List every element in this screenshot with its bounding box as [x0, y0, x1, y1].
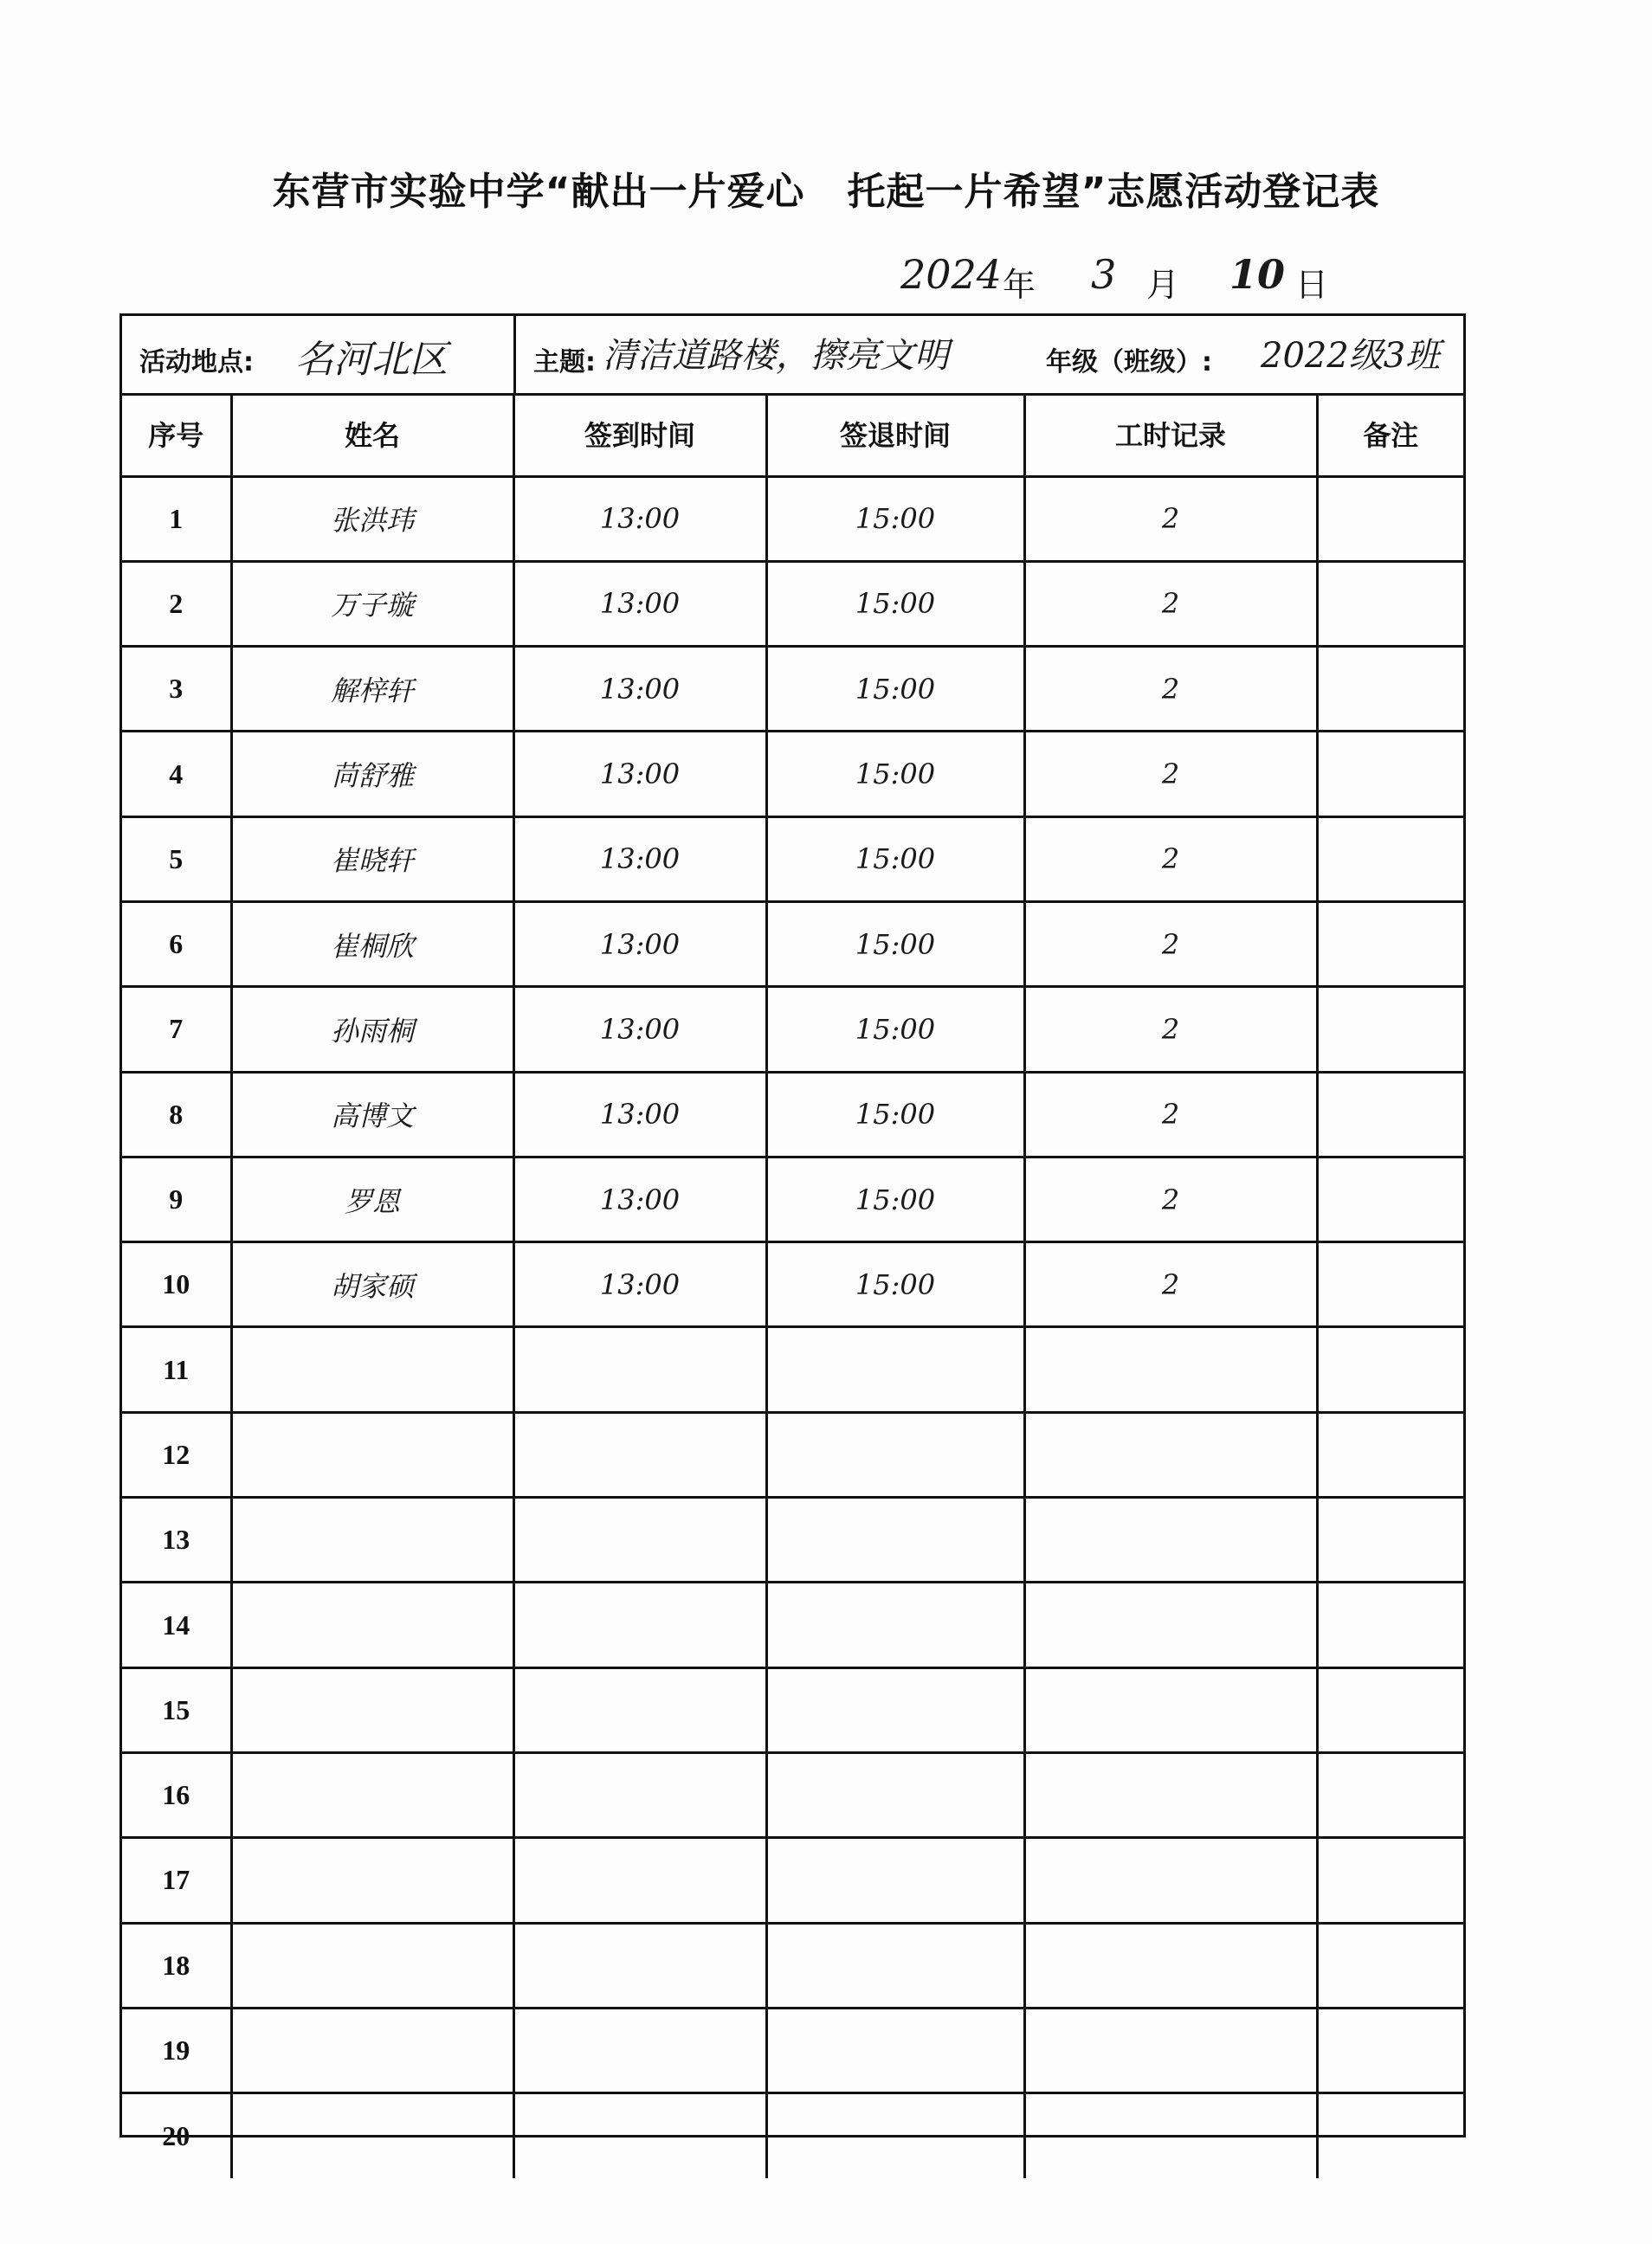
work-hours — [1024, 1412, 1317, 1497]
row-number: 3 — [122, 647, 231, 732]
registration-sheet — [119, 313, 1466, 2152]
check-in-time: 13:00 — [513, 901, 766, 986]
volunteer-name: 张洪玮 — [231, 476, 513, 561]
remarks — [1317, 561, 1463, 646]
activity-info-row — [122, 316, 1463, 396]
table-row — [122, 1072, 1463, 1157]
volunteer-name — [231, 1752, 513, 1837]
work-hours — [1024, 1583, 1317, 1667]
table-row — [122, 476, 1463, 561]
volunteer-name — [231, 2093, 513, 2178]
table-row — [122, 1583, 1463, 1667]
work-hours: 2 — [1024, 476, 1317, 561]
row-number: 7 — [122, 987, 231, 1072]
check-out-time: 15:00 — [766, 1157, 1024, 1241]
table-row — [122, 1923, 1463, 2008]
column-header: 签到时间 — [513, 393, 766, 476]
table-row — [122, 1752, 1463, 1837]
volunteer-name — [231, 1583, 513, 1667]
table-row — [122, 647, 1463, 732]
column-header: 姓名 — [231, 393, 513, 476]
work-hours — [1024, 1327, 1317, 1412]
table-row — [122, 1242, 1463, 1327]
row-number: 11 — [122, 1327, 231, 1412]
column-header: 备注 — [1317, 393, 1463, 476]
volunteer-table — [122, 393, 1463, 2178]
check-out-time — [766, 1327, 1024, 1412]
check-in-time — [513, 1583, 766, 1667]
table-row — [122, 987, 1463, 1072]
theme-label: 主题: — [533, 347, 596, 377]
check-in-time — [513, 1667, 766, 1752]
check-out-time: 15:00 — [766, 1242, 1024, 1327]
column-header: 序号 — [122, 393, 231, 476]
table-row — [122, 816, 1463, 901]
check-out-time — [766, 1667, 1024, 1752]
volunteer-name: 孙雨桐 — [231, 987, 513, 1072]
row-number: 15 — [122, 1667, 231, 1752]
table-row — [122, 1327, 1463, 1412]
table-row — [122, 1667, 1463, 1752]
work-hours — [1024, 1752, 1317, 1837]
row-number: 19 — [122, 2008, 231, 2092]
work-hours: 2 — [1024, 1242, 1317, 1327]
remarks — [1317, 1923, 1463, 2008]
work-hours: 2 — [1024, 732, 1317, 816]
remarks — [1317, 732, 1463, 816]
table-row — [122, 2093, 1463, 2178]
check-in-time: 13:00 — [513, 476, 766, 561]
remarks — [1317, 1583, 1463, 1667]
table-row — [122, 1412, 1463, 1497]
date-day-unit: 日 — [1295, 266, 1329, 304]
work-hours: 2 — [1024, 1157, 1317, 1241]
column-header: 签退时间 — [766, 393, 1024, 476]
row-number: 5 — [122, 816, 231, 901]
check-in-time — [513, 1838, 766, 1923]
remarks — [1317, 1752, 1463, 1837]
check-out-time: 15:00 — [766, 476, 1024, 561]
row-number: 6 — [122, 901, 231, 986]
volunteer-name — [231, 1412, 513, 1497]
location-cell — [122, 316, 516, 393]
check-in-time: 13:00 — [513, 1242, 766, 1327]
work-hours: 2 — [1024, 816, 1317, 901]
volunteer-name — [231, 1923, 513, 2008]
form-title: 东营市实验中学“献出一片爱心 托起一片希望”志愿活动登记表 — [272, 170, 1380, 214]
check-out-time: 15:00 — [766, 647, 1024, 732]
work-hours — [1024, 2008, 1317, 2092]
remarks — [1317, 901, 1463, 986]
table-row — [122, 561, 1463, 646]
volunteer-name: 崔桐欣 — [231, 901, 513, 986]
volunteer-name — [231, 1838, 513, 1923]
volunteer-name: 万子璇 — [231, 561, 513, 646]
date-month-unit: 月 — [1146, 266, 1180, 304]
check-in-time — [513, 1498, 766, 1583]
theme-value: 清洁道路楼，擦亮文明 — [603, 336, 949, 376]
volunteer-name: 苘舒雅 — [231, 732, 513, 816]
check-out-time: 15:00 — [766, 732, 1024, 816]
check-out-time — [766, 1498, 1024, 1583]
volunteer-name — [231, 1327, 513, 1412]
row-number: 12 — [122, 1412, 231, 1497]
row-number: 2 — [122, 561, 231, 646]
check-in-time: 13:00 — [513, 987, 766, 1072]
date-year: 2024 — [900, 251, 1003, 298]
row-number: 1 — [122, 476, 231, 561]
date-year-unit: 年 — [1003, 266, 1036, 304]
row-number: 14 — [122, 1583, 231, 1667]
volunteer-name: 崔晓轩 — [231, 816, 513, 901]
work-hours: 2 — [1024, 1072, 1317, 1157]
check-out-time: 15:00 — [766, 816, 1024, 901]
location-value: 名河北区 — [295, 338, 448, 382]
table-row — [122, 1157, 1463, 1241]
work-hours — [1024, 1923, 1317, 2008]
work-hours — [1024, 1667, 1317, 1752]
work-hours — [1024, 1498, 1317, 1583]
remarks — [1317, 2093, 1463, 2178]
remarks — [1317, 1838, 1463, 1923]
check-in-time — [513, 2093, 766, 2178]
work-hours: 2 — [1024, 901, 1317, 986]
form-date — [900, 251, 1385, 303]
remarks — [1317, 1327, 1463, 1412]
date-day: 10 — [1229, 251, 1286, 298]
table-row — [122, 2008, 1463, 2092]
remarks — [1317, 476, 1463, 561]
check-in-time — [513, 1327, 766, 1412]
check-out-time: 15:00 — [766, 561, 1024, 646]
check-out-time — [766, 2093, 1024, 2178]
volunteer-name: 胡家硕 — [231, 1242, 513, 1327]
row-number: 17 — [122, 1838, 231, 1923]
row-number: 9 — [122, 1157, 231, 1241]
volunteer-name — [231, 1667, 513, 1752]
remarks — [1317, 1072, 1463, 1157]
location-label: 活动地点: — [139, 347, 254, 377]
row-number: 8 — [122, 1072, 231, 1157]
row-number: 20 — [122, 2093, 231, 2178]
table-header-row — [122, 393, 1463, 476]
work-hours — [1024, 1838, 1317, 1923]
volunteer-name — [231, 1498, 513, 1583]
remarks — [1317, 647, 1463, 732]
row-number: 4 — [122, 732, 231, 816]
check-in-time — [513, 1752, 766, 1837]
check-in-time: 13:00 — [513, 732, 766, 816]
check-out-time — [766, 1412, 1024, 1497]
check-out-time — [766, 1583, 1024, 1667]
work-hours: 2 — [1024, 647, 1317, 732]
check-in-time: 13:00 — [513, 561, 766, 646]
volunteer-name: 罗恩 — [231, 1157, 513, 1241]
check-in-time: 13:00 — [513, 816, 766, 901]
volunteer-name — [231, 2008, 513, 2092]
volunteer-name: 高博文 — [231, 1072, 513, 1157]
date-month: 3 — [1091, 251, 1117, 298]
check-in-time — [513, 1923, 766, 2008]
row-number: 10 — [122, 1242, 231, 1327]
remarks — [1317, 1412, 1463, 1497]
remarks — [1317, 1157, 1463, 1241]
table-row — [122, 732, 1463, 816]
work-hours: 2 — [1024, 987, 1317, 1072]
check-out-time — [766, 1838, 1024, 1923]
check-in-time — [513, 2008, 766, 2092]
row-number: 16 — [122, 1752, 231, 1837]
remarks — [1317, 1498, 1463, 1583]
column-header: 工时记录 — [1024, 393, 1317, 476]
check-out-time — [766, 1752, 1024, 1837]
volunteer-name: 解梓轩 — [231, 647, 513, 732]
check-in-time: 13:00 — [513, 647, 766, 732]
remarks — [1317, 1667, 1463, 1752]
work-hours — [1024, 2093, 1317, 2178]
table-row — [122, 1498, 1463, 1583]
row-number: 13 — [122, 1498, 231, 1583]
table-row — [122, 901, 1463, 986]
remarks — [1317, 816, 1463, 901]
check-in-time — [513, 1412, 766, 1497]
theme-grade-cell — [516, 316, 1468, 393]
remarks — [1317, 2008, 1463, 2092]
check-in-time: 13:00 — [513, 1072, 766, 1157]
row-number: 18 — [122, 1923, 231, 2008]
remarks — [1317, 1242, 1463, 1327]
remarks — [1317, 987, 1463, 1072]
check-out-time: 15:00 — [766, 1072, 1024, 1157]
check-in-time: 13:00 — [513, 1157, 766, 1241]
check-out-time: 15:00 — [766, 901, 1024, 986]
check-out-time — [766, 2008, 1024, 2092]
check-out-time: 15:00 — [766, 987, 1024, 1072]
table-row — [122, 1838, 1463, 1923]
work-hours: 2 — [1024, 561, 1317, 646]
grade-label: 年级（班级）: — [1046, 347, 1212, 377]
grade-value: 2022级3班 — [1261, 336, 1441, 376]
check-out-time — [766, 1923, 1024, 2008]
